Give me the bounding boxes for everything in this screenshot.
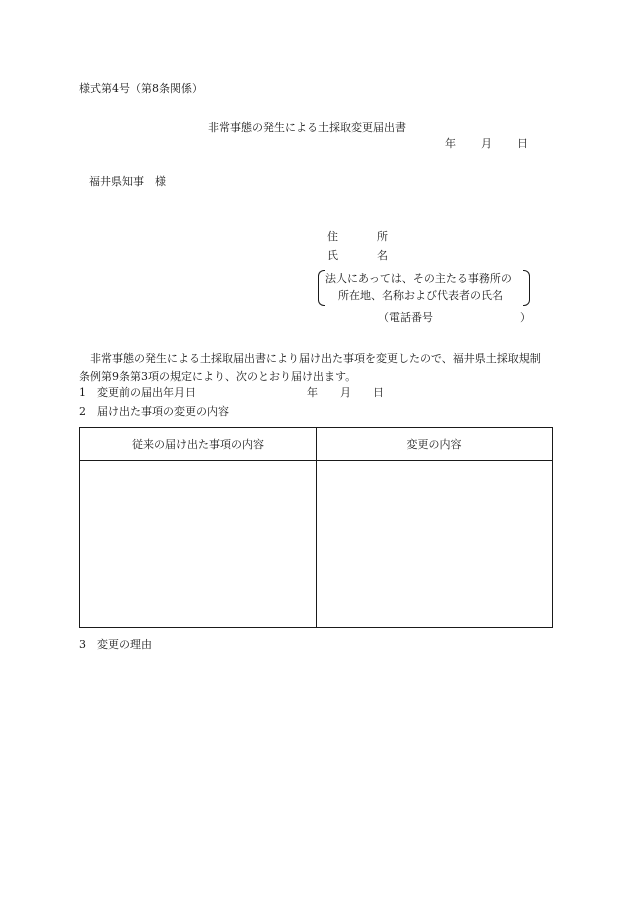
- item-1-label: 変更前の届出年月日: [97, 386, 196, 399]
- phone-label: （電話番号: [378, 311, 433, 324]
- corporate-note-line1: 法人にあっては、その主たる事務所の: [325, 272, 512, 285]
- address-label-char2: 所: [377, 230, 388, 243]
- name-label-char2: 名: [377, 249, 388, 262]
- date-day-label: 日: [517, 137, 528, 150]
- address-label-char1: 住: [327, 230, 338, 243]
- document-title: 非常事態の発生による土採取変更届出書: [208, 121, 406, 134]
- table-header-previous: 従来の届け出た事項の内容: [80, 428, 316, 461]
- previous-filing-date: 年 月 日: [307, 386, 384, 399]
- date-year-label: 年: [445, 137, 456, 150]
- item-1-number: 1: [79, 386, 86, 399]
- corporate-note-line2: 所在地、名称および代表者の氏名: [338, 289, 503, 302]
- item-2-label: 届け出た事項の変更の内容: [97, 405, 229, 418]
- name-label-char1: 氏: [327, 249, 338, 262]
- phone-close-paren: ）: [520, 311, 531, 324]
- item-3-number: 3: [79, 638, 86, 651]
- item-1: [79, 387, 196, 398]
- table-cell-previous[interactable]: [80, 461, 316, 627]
- submission-date: [445, 138, 528, 149]
- change-table: [79, 427, 553, 628]
- table-cell-change[interactable]: [316, 461, 552, 627]
- table-header-change: 変更の内容: [316, 428, 552, 461]
- form-number: 様式第4号（第8条関係）: [79, 82, 203, 95]
- item-3-label: 変更の理由: [97, 638, 152, 651]
- right-bracket: [523, 270, 530, 306]
- left-bracket: [318, 270, 325, 306]
- date-month-label: 月: [481, 137, 492, 150]
- item-2: [79, 406, 229, 417]
- corporate-note: [318, 270, 530, 306]
- item-3: [79, 639, 152, 650]
- item-2-number: 2: [79, 405, 86, 418]
- addressee: 福井県知事 様: [89, 175, 166, 188]
- body-paragraph: 非常事態の発生による土採取届出書により届け出た事項を変更したので、福井県土採取規制条例第9条第3項の規定により、次のとおり届け出ます。: [79, 352, 541, 383]
- name-label: [327, 250, 388, 261]
- address-label: [327, 231, 388, 242]
